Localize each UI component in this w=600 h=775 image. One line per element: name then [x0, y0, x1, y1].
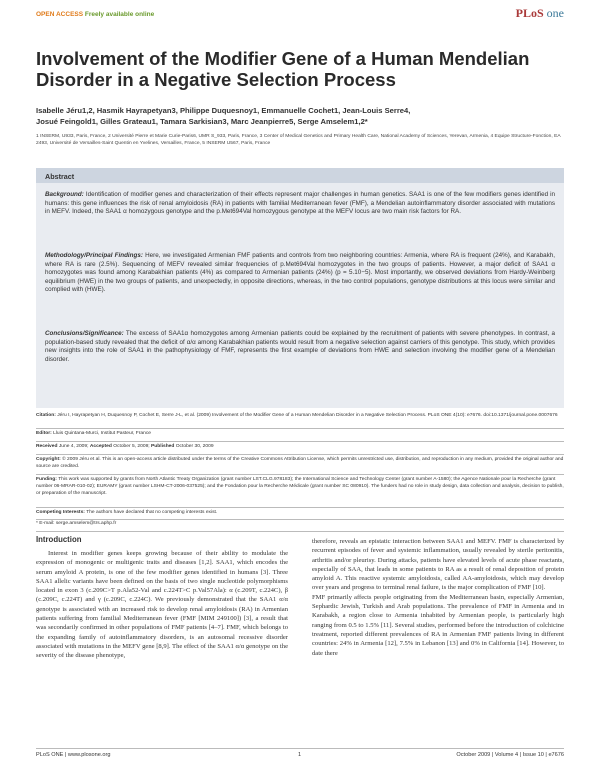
- competing-text: The authors have declared that no competing interests exist.: [86, 510, 218, 515]
- published-date: October 30, 2009: [175, 444, 214, 449]
- divider: [36, 428, 564, 429]
- accepted-label: Accepted: [89, 444, 112, 449]
- conclusions-text: The excess of SAA1α homozygotes among Armenian patients could be explained by the recruitment of patients with severe phenotypes. In contrast, a population-based study revealed that the deficit of α/α among Karabakhian patients would result from a negative selection against carriers of this genotype. This study, which provides new insights into the role of SAA1 in the pathophysiology of FMF, represents the first example of deviations from HWE and selection involving the modifier gene of a Mendelian disorder.: [45, 330, 556, 363]
- abstract-background: [45, 191, 555, 217]
- funding-text: This work was supported by grants from North Atlantic Treaty Organization (grant number LST.CLG.978183); the International Science and Technology Center (grant number A-1580); the Agence Nationale pour la Recherche (grant number 06-MRAR-010-02); EURAMY (grant number LSHM-CT-2006-037525); and the Fondation pour la Recherche Médicale (grant number SC 080910). The funders had no role in study design, data collection and analysis, decision to publish, or preparation of the manuscript.: [36, 477, 564, 496]
- citation-text: Jéru I, Hayrapetyan H, Duquesnoy P, Cochet E, Serre J-L, et al. (2009) Involvement of the Modifier Gene of a Human Mendelian Disorder in a Negative Selection Process. PLoS ONE 4(10): e7676. doi:10.1371/journal.pone.0007676: [57, 413, 558, 418]
- background-label: Background:: [45, 191, 84, 198]
- abstract-conclusions: [45, 330, 555, 364]
- divider: [36, 441, 564, 442]
- received-date: June 4, 2009;: [58, 444, 89, 449]
- copyright-text: © 2009 Jéru et al. This is an open-access article distributed under the terms of the Creative Commons Attribution License, which permits unrestricted use, distribution, and reproduction in any medium, provided the original author and source are credited.: [36, 457, 564, 469]
- funding: [36, 477, 564, 497]
- freely-available-label: Freely available online: [84, 11, 155, 18]
- introduction-heading: Introduction: [36, 535, 82, 544]
- background-text: Identification of modifier genes and characterization of their effects represent major challenges in human genetics. SAA1 is one of the few modifiers genes identified in humans: this gene influences the risk of renal amyloidosis (RA) in patients with familial Mediterranean fever (FMF), a Mendelian autoinflammatory disorder associated with mutations in MEFV. Indeed, the SAA1 α homozygous genotype and the p.Met694Val homozygous genotype at the MEFV locus are two main risk factors for RA.: [45, 191, 556, 216]
- conclusions-label: Conclusions/Significance:: [45, 330, 124, 337]
- dates: [36, 444, 564, 451]
- abstract-methodology: [45, 252, 555, 295]
- email-link[interactable]: serge.amselem@trs.aphp.fr: [55, 521, 117, 526]
- page-footer: [36, 752, 564, 761]
- methodology-label: Methodology/Principal Findings:: [45, 252, 143, 259]
- abstract-box: [36, 168, 564, 408]
- competing-interests: [36, 510, 564, 517]
- published-label: Published: [151, 444, 175, 449]
- open-access-label: OPEN ACCESS: [36, 11, 84, 18]
- footer-issue: October 2009 | Volume 4 | Issue 10 | e7676: [456, 752, 564, 758]
- citation-label: Citation:: [36, 413, 56, 418]
- footer-page-number: 1: [298, 752, 302, 758]
- logo-one: one: [546, 6, 564, 20]
- editor-label: Editor:: [36, 431, 52, 436]
- editor: [36, 431, 564, 438]
- divider: [36, 454, 564, 455]
- email-label: * E-mail:: [36, 521, 55, 526]
- abstract-header: [36, 168, 564, 183]
- footer-journal: PLoS ONE | www.plosone.org: [36, 752, 111, 758]
- abstract-heading: Abstract: [45, 172, 75, 181]
- citation: [36, 413, 564, 420]
- author-list: [36, 105, 566, 127]
- authors-line-1: Isabelle Jéru1,2, Hasmik Hayrapetyan3, Philippe Duquesnoy1, Emmanuelle Cochet1, Jean-Louis Serre4,: [36, 106, 411, 115]
- methodology-text: Here, we investigated Armenian FMF patients and controls from two neighboring countries: Armenia, where RA is frequent (24%), and Karabakh, where RA is rare (2.5%). Sequencing of MEFV revealed similar frequencies of p.Met694Val homozygotes in the two groups of patients. However, a major deficit of SAA1 α homozygotes was found among Karabakhian patients (4%) as compared to Armenian patients (24%) (p = 5.10−5). Most importantly, we observed deviations from Hardy-Weinberg equilibrium (HWE) in the two groups of patients, and unexpectedly, in opposite directions, whereas, in the two control populations, genotype distributions at this locus were similar and complied with (HWE).: [45, 252, 556, 294]
- divider: [36, 507, 564, 508]
- affiliations: 1 INSERM, U933, Paris, France, 2 Université Pierre et Marie Curie-Paris6, UMR S_933, Paris, France, 3 Center of Medical Genetics and Primary Health Care, National Academy of Sciences, Yerevan, Armenia, 4 Equipe Structure-Fonction, EA 2493, Université de Versailles-Saint Quentin en Yvelines, Versailles, France, 5 INSERM U567, Paris, France: [36, 134, 561, 147]
- editor-text: Lluis Quintana-Murci, Institut Pasteur, France: [53, 431, 151, 436]
- email: [36, 521, 564, 528]
- footer-divider: [36, 748, 564, 749]
- authors-line-2: Josué Feingold1, Gilles Grateau1, Tamara Sarkisian3, Marc Jeanpierre5, Serge Amselem1,2*: [36, 117, 368, 126]
- copyright-label: Copyright:: [36, 457, 61, 462]
- journal-logo: [516, 6, 564, 21]
- divider: [36, 474, 564, 475]
- intro-right-column: therefore, reveals an epistatic interaction between SAA1 and MEFV. FMF is characterized by recurrent episodes of fever and systemic inflammation, usually revealed by sterile peritonitis, arthritis and/or pleurisy. During attacks, patients have elevated levels of acute phase reactants, especially of SAA, that leads in some patients to RA as a result of renal deposition of protein amyloid A. This reactive systemic amyloidosis, called AA-amyloidosis, which may develop over years and progress to terminal renal failure, is the major complication of FMF [10]. FMF primarily affects people originating from the Mediterranean basin, especially Armenian, Sephardic Jewish, Turkish and Arab populations. The prevalence of FMF in Armenia and in Karabakh, a region close to Armenia inhabited by Armenian people, is particularly high ranging from 0.5 to 1.5% [11]. Several studies, performed before the introduction of colchicine treatment, reported different prevalences of RA in Armenian FMF patients living in different countries: 24% in Armenia [12], 7.5% in Lebanon [13] and 0% in California [14]. However, to date there: [312, 538, 564, 657]
- received-label: Received: [36, 444, 58, 449]
- copyright: [36, 457, 564, 471]
- open-access-badge: [36, 11, 154, 18]
- accepted-date: October 5, 2009;: [113, 444, 150, 449]
- funding-label: Funding:: [36, 477, 57, 482]
- divider: [36, 531, 564, 532]
- article-title: Involvement of the Modifier Gene of a Human Mendelian Disorder in a Negative Selection Process: [36, 48, 530, 90]
- logo-plos: PLoS: [515, 6, 544, 20]
- divider: [36, 519, 564, 520]
- page-header: [36, 6, 564, 24]
- intro-left-column: Interest in modifier genes keeps growing because of their ability to modulate the expression of monogenic or multigenic traits and diseases [1,2]. SAA1, which encodes the serum amyloid A protein, is one of the few modifier genes identified in humans [3]. Three SAA1 allelic variants have been defined on the basis of two single nucleotide polymorphisms located in exon 3 (c.209C>T p.Ala52-Val and c.224T>C p.Val57Ala): α (c.209T, c.224C), β (c.209C, c.224T) and γ (c.209C, c.224C). We previously demonstrated that the SAA1 α/α genotype is associated with an increased risk to develop renal amyloidosis (RA) in Armenian patients suffering from familial Mediterranean fever (FMF [MIM 249100]) [3], a result that was secondarily confirmed in other populations of FMF patients [4–7]. FMF, which belongs to the expanding family of autoinflammatory disorders, is an autosomal recessive disorder associated with mutations in the MEFV gene [8,9]. The effect of the SAA1 α/α genotype on the severity of the disease phenotype,: [36, 550, 288, 660]
- competing-label: Competing Interests:: [36, 510, 85, 515]
